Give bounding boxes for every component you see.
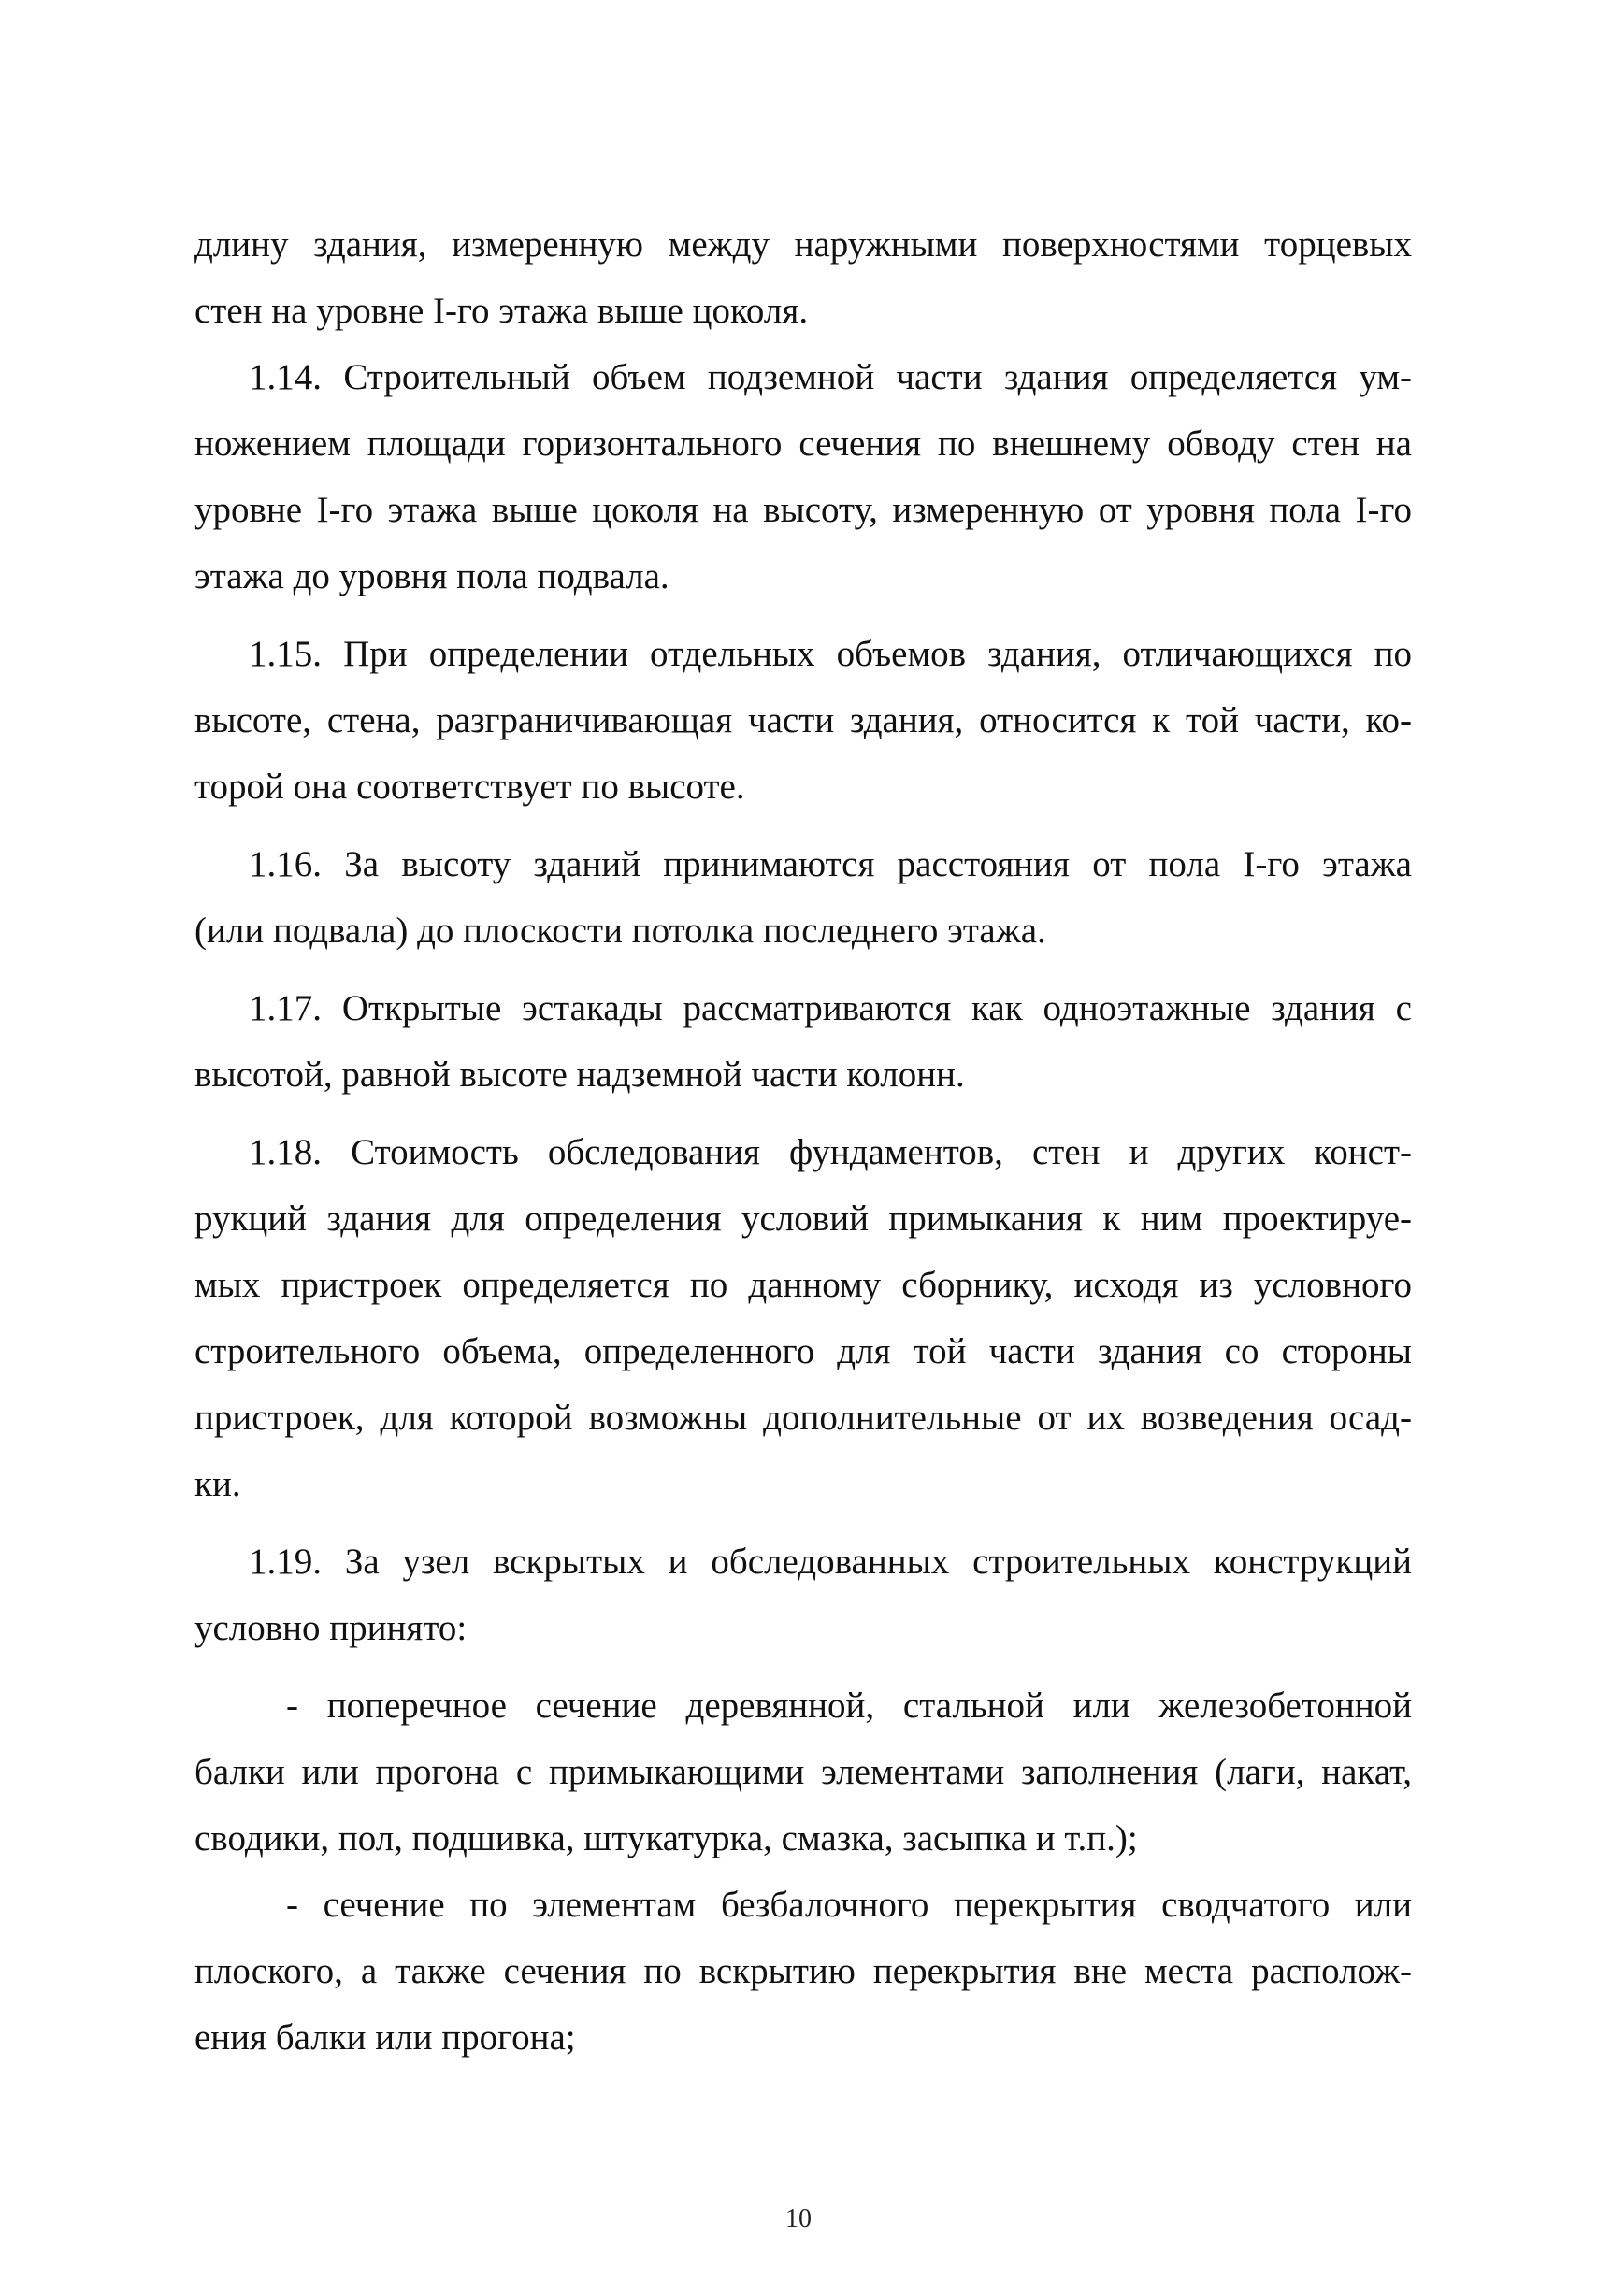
text-line: сводики, пол, подшивка, штукатурка, смазка, засыпка и т.п.); <box>194 1818 1138 1858</box>
page-number: 10 <box>785 2204 812 2233</box>
text-line: высоте, стена, разграничивающая части здания, относится к той части, ко- <box>194 700 1412 740</box>
paragraph-1-18 <box>194 1119 1412 1517</box>
text-line: высотой, равной высоте надземной части колонн. <box>194 1055 965 1095</box>
text-line: плоского, а также сечения по вскрытию перекрытия вне места располож- <box>194 1951 1412 1991</box>
text-line: 1.14. Строительный объем подземной части здания определяется ум- <box>249 357 1412 397</box>
paragraph-1-19 <box>194 1528 1412 1661</box>
text-line: стен на уровне I-го этажа выше цоколя. <box>194 291 809 331</box>
text-line: (или подвала) до плоскости потолка последнего этажа. <box>194 911 1046 951</box>
list-item <box>194 1872 1412 2071</box>
text-line: ножением площади горизонтального сечения по внешнему обводу стен на <box>194 423 1412 464</box>
paragraph-1-14 <box>194 344 1412 610</box>
list-item <box>194 1672 1412 1872</box>
text-line: пристроек, для которой возможны дополнительные от их возведения осад- <box>194 1398 1412 1438</box>
text-line: длину здания, измеренную между наружными поверхностями торцевых <box>194 224 1412 265</box>
text-line: условно принято: <box>194 1608 468 1648</box>
text-line: балки или прогона с примыкающими элементами заполнения (лаги, накат, <box>194 1752 1412 1792</box>
paragraph-1-13-continuation <box>194 211 1412 344</box>
text-line: 1.17. Открытые эстакады рассматриваются как одноэтажные здания с <box>249 988 1412 1028</box>
text-line: мых пристроек определяется по данному сборнику, исходя из условного <box>194 1265 1412 1305</box>
text-line: ки. <box>194 1464 241 1504</box>
text-line: уровне I-го этажа выше цоколя на высоту, измеренную от уровня пола I-го <box>194 490 1412 530</box>
text-line: рукций здания для определения условий примыкания к ним проектируе- <box>194 1198 1412 1239</box>
paragraph-1-15 <box>194 621 1412 820</box>
paragraph-1-17 <box>194 975 1412 1108</box>
text-line: ения балки или прогона; <box>194 2017 576 2058</box>
text-line: этажа до уровня пола подвала. <box>194 556 669 596</box>
text-line: 1.19. За узел вскрытых и обследованных строительных конструкций <box>249 1542 1412 1582</box>
document-page <box>194 211 1412 2071</box>
text-line: - сечение по элементам безбалочного перекрытия сводчатого или <box>286 1885 1412 1925</box>
text-line: 1.18. Стоимость обследования фундаментов, стен и других конст- <box>249 1132 1412 1172</box>
text-line: 1.16. За высоту зданий принимаются расстояния от пола I-го этажа <box>249 844 1412 884</box>
text-line: - поперечное сечение деревянной, стальной или железобетонной <box>286 1686 1412 1726</box>
text-line: торой она соответствует по высоте. <box>194 767 745 807</box>
text-line: 1.15. При определении отдельных объемов здания, отличающихся по <box>249 634 1412 674</box>
text-line: строительного объема, определенного для той части здания со стороны <box>194 1331 1412 1371</box>
paragraph-1-16 <box>194 831 1412 964</box>
